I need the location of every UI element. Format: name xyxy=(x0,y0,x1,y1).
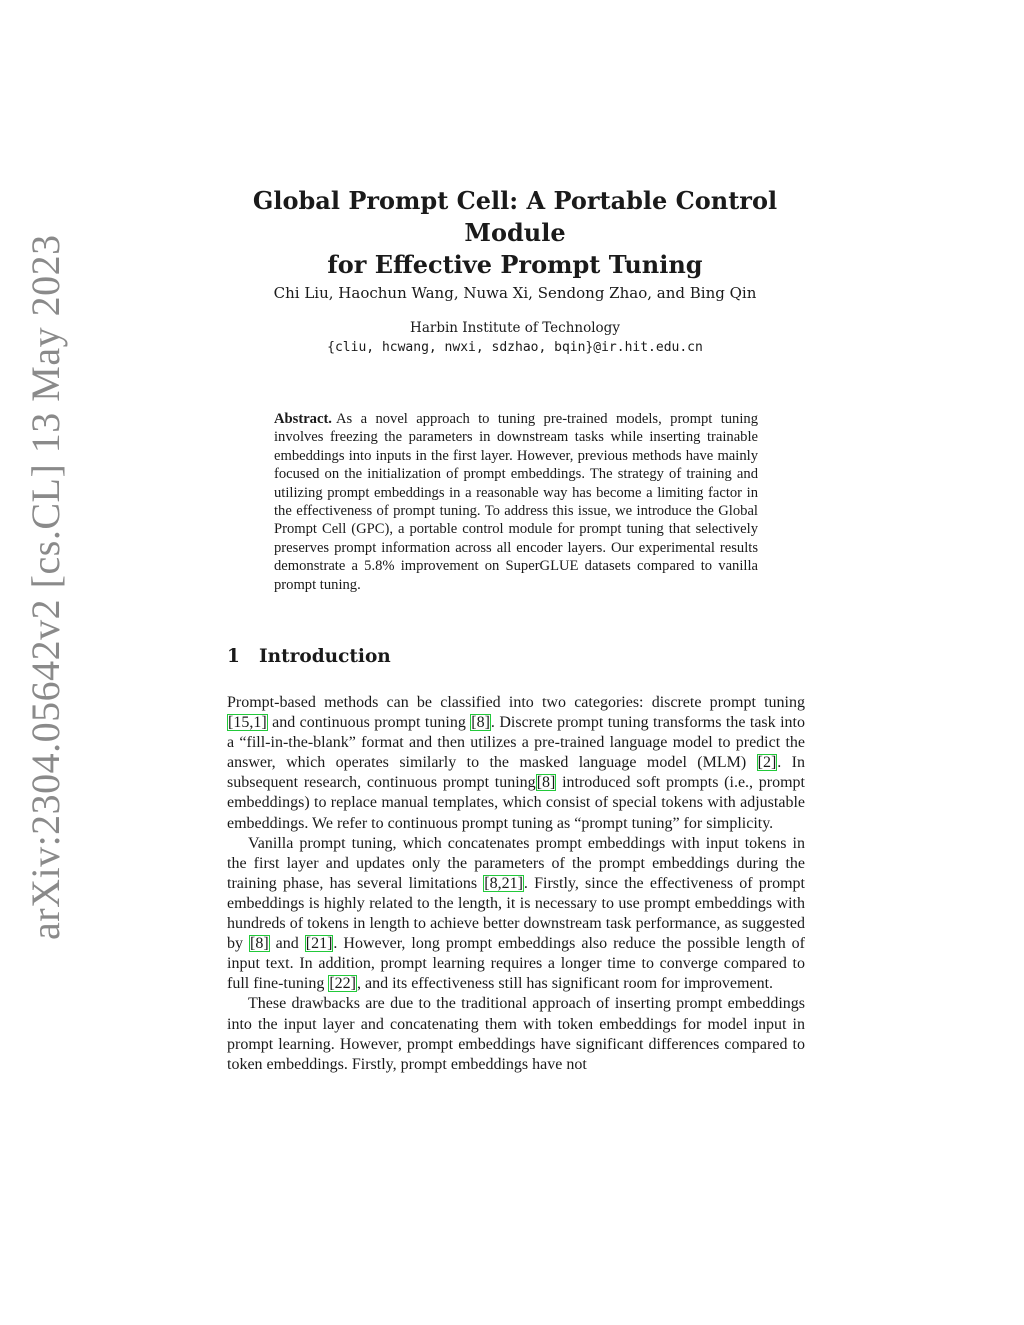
citation-link[interactable]: [8] xyxy=(471,714,490,732)
abstract-label: Abstract. xyxy=(274,411,332,427)
arxiv-identifier-stamp: arXiv:2304.05642v2 [cs.CL] 13 May 2023 xyxy=(23,234,68,940)
paragraph xyxy=(227,994,805,1074)
paper-title xyxy=(200,185,830,281)
abstract-text: As a novel approach to tuning pre-trained models, prompt tuning involves freezing the parameters in downstream tasks while inserting trainable embeddings into inputs in the first layer. However, previous methods have mainly focused on the initialization of prompt embeddings. The strategy of training and utilizing prompt embeddings in a reasonable way has become a limiting factor in the effectiveness of prompt tuning. To address this issue, we introduce the Global Prompt Cell (GPC), a portable control module for prompt tuning that selectively preserves prompt information across all encoder layers. Our experimental results demonstrate a 5.8% improvement on SuperGLUE datasets compared to vanilla prompt tuning. xyxy=(274,411,758,593)
citation-link[interactable]: [8] xyxy=(536,774,556,792)
section-number: 1 xyxy=(227,646,240,667)
section-title: Introduction xyxy=(259,646,391,667)
citation-link[interactable]: [2] xyxy=(757,754,777,772)
section-heading xyxy=(227,646,391,667)
title-line-1: Global Prompt Cell: A Portable Control Module xyxy=(252,186,778,247)
paragraph xyxy=(227,693,805,834)
paragraph-text: and continuous prompt tuning xyxy=(267,714,471,732)
citation-link[interactable]: [8] xyxy=(250,935,269,953)
paragraph-text: These drawbacks are due to the traditional approach of inserting prompt embeddings into the input layer and concatenating them with token embeddings for model input in prompt learning. However, prompt embeddings have significant differences compared to token embeddings. Firstly, prompt embeddings have not xyxy=(227,995,805,1073)
body-text xyxy=(227,693,805,1075)
author-emails: {cliu, hcwang, nwxi, sdzhao, bqin}@ir.hit.edu.cn xyxy=(327,340,703,355)
paragraph-text: , and its effectiveness still has significant room for improvement. xyxy=(356,975,774,993)
paragraph-text: Vanilla prompt tuning, which concatenates prompt embeddings with input tokens in the first layer and updates only the parameters of the prompt embeddings during the training phase, has several limitations xyxy=(227,834,805,892)
paragraph-text: . However, long prompt embeddings also reduce the possible length of input text. In addition, prompt learning requires a longer time to converge compared to full fine-tuning xyxy=(227,935,806,993)
paragraph-text: introduced soft prompts (i.e., prompt embeddings) to replace manual templates, which consist of special tokens with adjustable embeddings. We refer to continuous prompt tuning as “prompt tuning” for simplicity. xyxy=(227,774,806,832)
citation-link[interactable]: [22] xyxy=(329,975,356,993)
paragraph-text: . Discrete prompt tuning transforms the task into a “fill-in-the-blank” format and then utilizes a pre-trained language model to predict the answer, which operates similarly to the masked language model (MLM) xyxy=(227,714,805,772)
paragraph-text: . Firstly, since the effectiveness of prompt embeddings is highly related to the length, it is necessary to use prompt embeddings with hundreds of tokens in length to achieve better downstream task performance, as suggested by xyxy=(227,874,806,953)
citation-link[interactable]: [21] xyxy=(305,935,333,953)
paragraph-text: and xyxy=(269,935,305,953)
citation-link[interactable]: [8,21] xyxy=(484,874,523,892)
paragraph xyxy=(227,834,805,995)
author-list: Chi Liu, Haochun Wang, Nuwa Xi, Sendong Zhao, and Bing Qin xyxy=(273,284,757,302)
paragraph-text: . In subsequent research, continuous prompt tuning xyxy=(227,754,806,792)
abstract xyxy=(274,410,758,594)
paragraph-text: Prompt-based methods can be classified into two categories: discrete prompt tuning xyxy=(227,694,805,711)
title-line-2: for Effective Prompt Tuning xyxy=(327,250,703,279)
affiliation: Harbin Institute of Technology xyxy=(410,320,620,336)
citation-link[interactable]: [15,1] xyxy=(228,714,267,732)
